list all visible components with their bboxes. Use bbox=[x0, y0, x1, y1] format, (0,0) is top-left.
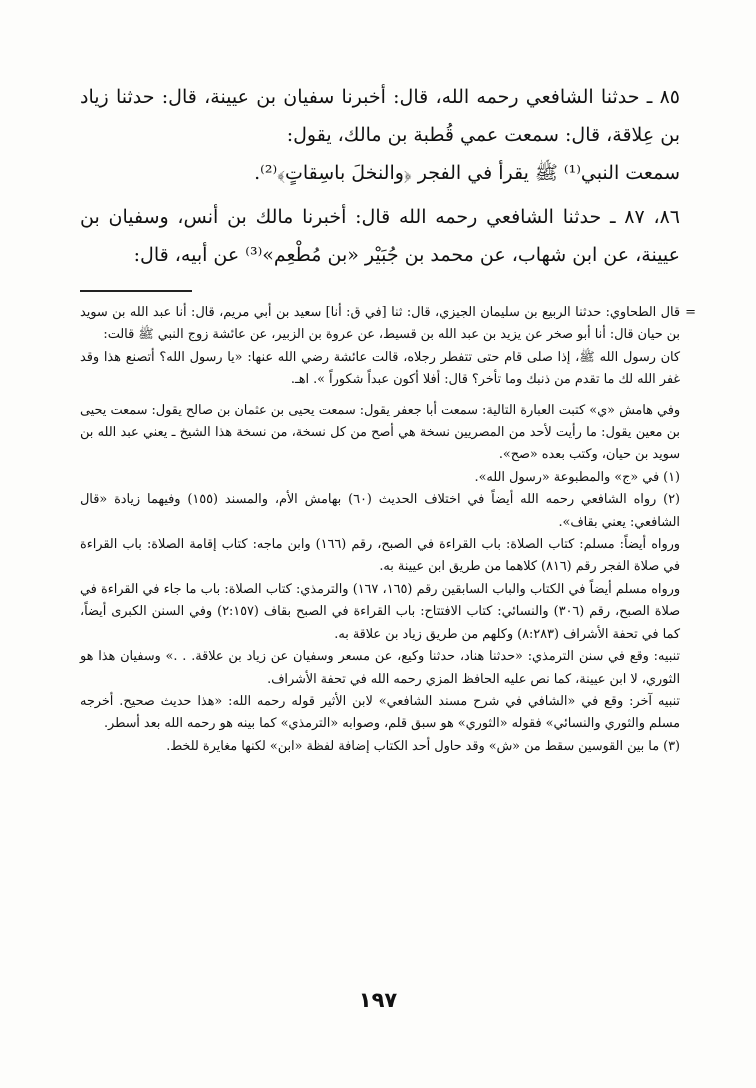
hadith-86-87-paragraph: ٨٦، ٨٧ ـ حدثنا الشافعي رحمه الله قال: أخبرنا مالك بن أنس، وسفيان بن عيينة، عن ابن شهاب، عن محمد بن جُبَيْر «بن مُطْعِم»⁽³⁾ عن أبيه، قال: bbox=[80, 206, 680, 266]
main-text bbox=[80, 78, 680, 274]
footnote-continuation bbox=[80, 302, 696, 347]
footnote-paragraph: كان رسول الله ﷺ، إذا صلى قام حتى تتفطر رجلاه، قالت عائشة رضي الله عنها: «يا رسول الله؟ أتصنع هذا وقد غفر الله لك ما تقدم من ذنبك وما تأخر؟ قال: أفلا أكون عبداً شكوراً ». اهـ. bbox=[80, 349, 680, 388]
hadith-85-paragraph: ٨٥ ـ حدثنا الشافعي رحمه الله، قال: أخبرنا سفيان بن عيينة، قال: حدثنا زياد بن عِلاقة، قال: سمعت عمي قُطبة بن مالك، يقول: bbox=[80, 86, 680, 146]
continuation-mark: = bbox=[685, 305, 696, 320]
page-number: ١٩٧ bbox=[358, 988, 398, 1012]
footnote-separator bbox=[80, 290, 192, 292]
footnote-paragraph: ورواه مسلم أيضاً في الكتاب والباب السابقين رقم (١٦٥، ١٦٧) والترمذي: كتاب الصلاة: باب ما جاء في القراءة في صلاة الصبح، رقم (٣٠٦) والنسائي: كتاب الافتتاح: باب القراءة في الصبح بقاف (٢:١٥٧) وفي السنن الكبرى أيضاً، كما في تحفة الأشراف (٨:٢٨٣) وكلهم من طريق زياد بن علاقة به. bbox=[80, 581, 680, 642]
footnote-paragraph: وفي هامش «ي» كتبت العبارة التالية: سمعت أبا جعفر يقول: سمعت يحيى بن عثمان بن صالح يقول: سمعت يحيى بن معين يقول: ما رأيت لأحد من المصريين نسخة هي أصح من كل نسخة، من نسخة هذا الشيخ ـ يعني عبد الله بن سويد بن حيان، وكتب بعده «صح». bbox=[80, 402, 680, 463]
footnotes bbox=[80, 302, 696, 758]
footnote-text: قال الطحاوي: حدثنا الربيع بن سليمان الجيزي، قال: ثنا [في ق: أنا] سعيد بن أبي مريم، قال: أنا عبد الله بن سويد بن حيان قال: أنا أبو صخر عن يزيد بن عبد الله بن قسيط، عن عروة بن الزبير، عن عائشة زوج النبي ﷺ قالت: bbox=[80, 305, 680, 343]
footnote-paragraph: ورواه أيضاً: مسلم: كتاب الصلاة: باب القراءة في الصبح، رقم (١٦٦) وابن ماجه: كتاب إقامة الصلاة: باب القراءة في صلاة الفجر رقم (٨١٦) كلاهما من طريق ابن عيينة به. bbox=[80, 537, 680, 575]
footnote-2: (٢) رواه الشافعي رحمه الله أيضاً في اختلاف الحديث (٦٠) بهامش الأم، والمسند (١٥٥) وفيهما زيادة «قال الشافعي: يعني بقاف». bbox=[80, 492, 680, 530]
book-page bbox=[80, 78, 696, 758]
footnote-3: (٣) ما بين القوسين سقط من «ش» وقد حاول أحد الكتاب إضافة لفظة «ابن» لكنها مغايرة للخط. bbox=[166, 738, 680, 754]
footnote-separator-wrap bbox=[80, 274, 680, 302]
footnote-paragraph: تنبيه: وقع في سنن الترمذي: «حدثنا هناد، حدثنا وكيع، عن مسعر وسفيان عن زياد بن علاقة. . .» وسفيان هذا هو الثوري، لا ابن عيينة، كما نص عليه الحافظ المزي رحمه الله في تحفة الأشراف. bbox=[80, 649, 680, 687]
footnote-paragraph: تنبيه آخر: وقع في «الشافي في شرح مسند الشافعي» لابن الأثير قوله رحمه الله: «هذا حديث صحيح. أخرجه مسلم والثوري والنسائي» فقوله «الثوري» هو سبق قلم، وصوابه «الترمذي» كما بينه هو رحمه الله بعد أسطر. bbox=[80, 693, 680, 732]
footnote-1: (١) في «ج» والمطبوعة «رسول الله». bbox=[474, 469, 680, 485]
hadith-85-matn: سمعت النبي⁽¹⁾ ﷺ يقرأ في الفجر ﴿والنخلَ باسِقاتٍ﴾⁽²⁾. bbox=[254, 162, 680, 184]
